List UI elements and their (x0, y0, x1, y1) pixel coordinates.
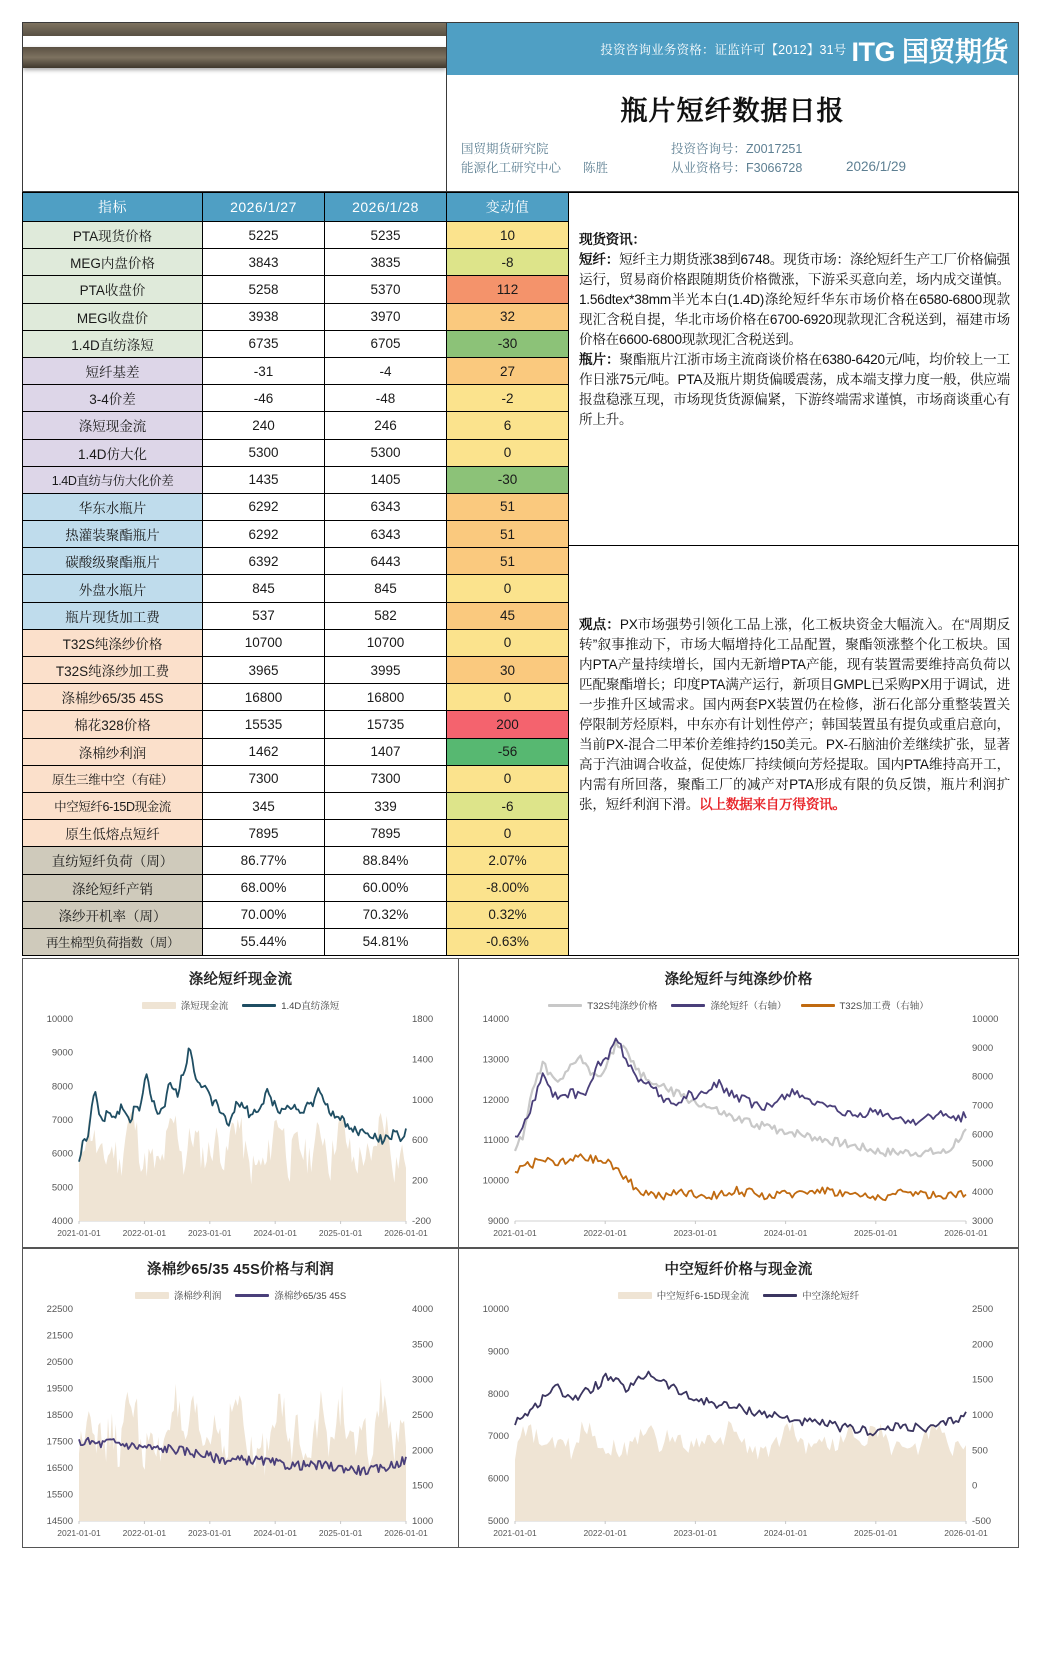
report-body (22, 192, 1019, 956)
cell-change: -30 (447, 466, 569, 493)
cell-change: 32 (447, 303, 569, 330)
cell-value-date2: 3970 (325, 303, 447, 330)
svg-text:2024-01-01: 2024-01-01 (253, 1528, 297, 1539)
svg-text:5000: 5000 (972, 1158, 994, 1170)
svg-text:17500: 17500 (46, 1436, 73, 1448)
cell-change: -2 (447, 385, 569, 412)
cell-indicator: 棉花328价格 (23, 711, 203, 738)
cell-indicator: T32S纯涤纱价格 (23, 629, 203, 656)
report-header (22, 22, 1019, 192)
svg-text:15500: 15500 (46, 1489, 73, 1501)
brand-logo: ITG 国贸期货 (851, 36, 1008, 67)
svg-text:8000: 8000 (51, 1081, 73, 1093)
charts-section (22, 958, 1019, 1548)
svg-text:14000: 14000 (482, 1014, 509, 1026)
svg-text:12000: 12000 (482, 1094, 509, 1106)
cell-indicator: 原生低熔点短纤 (23, 820, 203, 847)
chart-title: 涤纶短纤与纯涤纱价格 (664, 972, 813, 989)
cell-value-date1: 6392 (203, 548, 325, 575)
institute-line1: 国贸期货研究院 (461, 142, 549, 156)
svg-text:7000: 7000 (51, 1115, 73, 1127)
svg-text:500: 500 (972, 1445, 988, 1457)
cell-value-date2: 15735 (325, 711, 447, 738)
col-header-indicator: 指标 (23, 193, 203, 222)
svg-text:1000: 1000 (412, 1516, 434, 1528)
cell-value-date2: -4 (325, 357, 447, 384)
svg-text:10000: 10000 (482, 1175, 509, 1187)
table-row (23, 357, 569, 384)
table-row (23, 738, 569, 765)
table-row (23, 792, 569, 819)
svg-text:2022-01-01: 2022-01-01 (122, 1528, 167, 1539)
table-row (23, 874, 569, 901)
spot-news-box (569, 192, 1019, 546)
cell-value-date2: 6343 (325, 521, 447, 548)
svg-text:2000: 2000 (972, 1339, 994, 1351)
svg-text:2023-01-01: 2023-01-01 (188, 1528, 232, 1539)
institute-block (461, 140, 671, 179)
svg-text:2022-01-01: 2022-01-01 (583, 1528, 627, 1539)
spot-body: 短纤主力期货涨38到6748。现货市场：涤纶短纤生产工厂价格偏强运行，贸易商价格跟随期货价格微涨，下游采买意向差，场内成交谨慎。1.56dtex*38mm半光本白(1.4D)涤纶短纤华东市场价格在6580-6800现款现汇含税自提，华北市场价格在6700-6920现款现汇含税送到，福建市场价格在6600-6800现款现汇含税送到。 (579, 251, 1011, 347)
cell-indicator: 3-4价差 (23, 385, 203, 412)
table-row (23, 765, 569, 792)
viewpoint-text (579, 615, 1010, 815)
cell-value-date2: 339 (325, 792, 447, 819)
cell-change: -8.00% (447, 874, 569, 901)
svg-text:9000: 9000 (51, 1047, 73, 1059)
table-row (23, 901, 569, 928)
cell-change: -0.63% (447, 928, 569, 955)
col-header-date1: 2026/1/27 (203, 193, 325, 222)
spot-title: 现货资讯： (579, 232, 646, 247)
cell-value-date1: 5225 (203, 222, 325, 249)
cell-change: 0 (447, 765, 569, 792)
cell-value-date2: 10700 (325, 629, 447, 656)
svg-text:2026-01-01: 2026-01-01 (384, 1228, 428, 1239)
col-header-change: 变动值 (447, 193, 569, 222)
svg-text:2500: 2500 (972, 1304, 994, 1316)
chart-plot (459, 959, 1018, 1247)
cell-value-date2: 16800 (325, 684, 447, 711)
cell-value-date2: 246 (325, 412, 447, 439)
cell-change: 27 (447, 357, 569, 384)
cell-value-date2: 5370 (325, 276, 447, 303)
legend-label: T32S加工费（右轴） (839, 1001, 929, 1013)
cell-value-date1: 86.77% (203, 847, 325, 874)
svg-text:600: 600 (412, 1135, 428, 1147)
cell-indicator: 1.4D直纺与仿大化价差 (23, 466, 203, 493)
chart-cash-flow (22, 958, 459, 1248)
cell-indicator: 涤棉纱利润 (23, 738, 203, 765)
page-title: 瓶片短纤数据日报 (620, 96, 845, 126)
spot-news-text (579, 230, 1010, 430)
cell-indicator: T32S纯涤纱加工费 (23, 657, 203, 684)
svg-text:4000: 4000 (412, 1304, 434, 1316)
data-source-note: 以上数据来自万得资讯。 (699, 796, 846, 812)
cell-value-date2: 845 (325, 575, 447, 602)
cell-change: 51 (447, 493, 569, 520)
consult-number: 投资咨询号：Z0017251 (671, 142, 803, 156)
cell-value-date2: 6705 (325, 330, 447, 357)
svg-text:2023-01-01: 2023-01-01 (673, 1228, 718, 1239)
svg-text:1000: 1000 (972, 1410, 994, 1422)
cell-value-date1: 6735 (203, 330, 325, 357)
svg-text:1500: 1500 (412, 1480, 434, 1492)
svg-text:5000: 5000 (51, 1182, 73, 1194)
analyst-name: 陈胜 (583, 161, 609, 176)
svg-text:16500: 16500 (46, 1463, 73, 1475)
cell-value-date1: 10700 (203, 629, 325, 656)
svg-text:4000: 4000 (972, 1187, 994, 1199)
svg-text:1800: 1800 (412, 1014, 434, 1026)
legend-label: 1.4D直纺涤短 (281, 1001, 340, 1013)
cell-indicator: 热灌装聚酯瓶片 (23, 521, 203, 548)
cell-indicator: 涤纶短纤产销 (23, 874, 203, 901)
table-row (23, 439, 569, 466)
chart-title: 涤纶短纤现金流 (188, 972, 293, 989)
svg-text:7000: 7000 (972, 1100, 994, 1112)
cell-value-date1: 3965 (203, 657, 325, 684)
svg-text:18500: 18500 (46, 1410, 73, 1422)
cell-value-date1: 7300 (203, 765, 325, 792)
chart-polycotton (22, 1248, 459, 1548)
table-row (23, 847, 569, 874)
institute-line2: 能源化工研究中心 (461, 161, 562, 176)
cell-change: 51 (447, 548, 569, 575)
svg-text:9000: 9000 (487, 1346, 509, 1358)
indicator-table (22, 192, 569, 956)
chart-hollow-fiber (459, 1248, 1019, 1548)
cell-indicator: 瓶片现货加工费 (23, 602, 203, 629)
cell-change: 0.32% (447, 901, 569, 928)
cell-value-date1: 1435 (203, 466, 325, 493)
svg-text:10000: 10000 (46, 1014, 73, 1026)
svg-text:2021-01-01: 2021-01-01 (493, 1228, 537, 1239)
svg-text:2024-01-01: 2024-01-01 (253, 1228, 297, 1239)
chart-title: 中空短纤价格与现金流 (664, 1262, 813, 1279)
svg-text:2024-01-01: 2024-01-01 (763, 1228, 808, 1239)
svg-text:8000: 8000 (972, 1071, 994, 1083)
table-row (23, 629, 569, 656)
cell-value-date1: 1462 (203, 738, 325, 765)
svg-text:2025-01-01: 2025-01-01 (854, 1528, 898, 1539)
svg-text:6000: 6000 (51, 1148, 73, 1160)
cell-indicator: 1.4D直纺涤短 (23, 330, 203, 357)
cell-value-date1: 55.44% (203, 928, 325, 955)
cell-value-date2: 1407 (325, 738, 447, 765)
cell-value-date1: 6292 (203, 493, 325, 520)
cell-value-date1: 5300 (203, 439, 325, 466)
svg-text:8000: 8000 (487, 1388, 509, 1400)
svg-text:13000: 13000 (482, 1054, 509, 1066)
svg-text:19500: 19500 (46, 1383, 73, 1395)
svg-text:2023-01-01: 2023-01-01 (188, 1228, 232, 1239)
cell-value-date2: 3995 (325, 657, 447, 684)
cell-value-date1: 68.00% (203, 874, 325, 901)
svg-text:21500: 21500 (46, 1330, 73, 1342)
svg-text:2026-01-01: 2026-01-01 (944, 1228, 988, 1239)
cell-value-date2: 6343 (325, 493, 447, 520)
cell-value-date1: 6292 (203, 521, 325, 548)
viewpoint-box (569, 546, 1019, 956)
cell-value-date2: 1405 (325, 466, 447, 493)
cell-value-date2: 60.00% (325, 874, 447, 901)
table-row (23, 602, 569, 629)
cell-value-date1: 70.00% (203, 901, 325, 928)
cell-value-date1: 345 (203, 792, 325, 819)
cell-value-date1: 5258 (203, 276, 325, 303)
col-header-date2: 2026/1/28 (325, 193, 447, 222)
svg-text:2026-01-01: 2026-01-01 (944, 1528, 988, 1539)
table-body (23, 222, 569, 956)
svg-text:2025-01-01: 2025-01-01 (854, 1228, 898, 1239)
table-row (23, 657, 569, 684)
cell-indicator: 直纺短纤负荷（周） (23, 847, 203, 874)
svg-text:2022-01-01: 2022-01-01 (122, 1228, 167, 1239)
cell-change: 51 (447, 521, 569, 548)
cell-value-date2: 88.84% (325, 847, 447, 874)
svg-text:2022-01-01: 2022-01-01 (583, 1228, 627, 1239)
cell-change: -56 (447, 738, 569, 765)
cell-value-date1: 15535 (203, 711, 325, 738)
svg-text:2021-01-01: 2021-01-01 (57, 1528, 101, 1539)
cell-change: 30 (447, 657, 569, 684)
hero-beam-top (23, 23, 446, 36)
cell-value-date2: 5235 (325, 222, 447, 249)
cell-value-date1: 240 (203, 412, 325, 439)
legend-label: 涤短现金流 (180, 1001, 229, 1013)
chart-row-2 (22, 1248, 1019, 1548)
cell-value-date1: 537 (203, 602, 325, 629)
cell-indicator: 短纤基差 (23, 357, 203, 384)
svg-text:10000: 10000 (482, 1304, 509, 1316)
table-row (23, 548, 569, 575)
cell-indicator: 再生棉型负荷指数（周） (23, 928, 203, 955)
chart-plot (23, 1249, 458, 1547)
cell-value-date1: 16800 (203, 684, 325, 711)
svg-text:2025-01-01: 2025-01-01 (318, 1528, 363, 1539)
cell-indicator: 碳酸级聚酯瓶片 (23, 548, 203, 575)
table-row (23, 684, 569, 711)
table-row (23, 330, 569, 357)
chart-row-1 (22, 958, 1019, 1248)
svg-text:6000: 6000 (487, 1473, 509, 1485)
table-row (23, 303, 569, 330)
cell-change: -6 (447, 792, 569, 819)
table-row (23, 276, 569, 303)
cell-change: -30 (447, 330, 569, 357)
svg-text:5000: 5000 (487, 1516, 509, 1528)
license-text: 投资咨询业务资格：证监许可【2012】31号 (600, 43, 847, 57)
cell-change: 0 (447, 820, 569, 847)
table-row (23, 222, 569, 249)
svg-text:0: 0 (972, 1480, 978, 1492)
cell-value-date1: 3843 (203, 249, 325, 276)
svg-text:22500: 22500 (46, 1304, 73, 1316)
table-row (23, 820, 569, 847)
cell-change: 0 (447, 575, 569, 602)
svg-text:6000: 6000 (972, 1129, 994, 1141)
cell-value-date2: 3835 (325, 249, 447, 276)
cell-indicator: MEG收盘价 (23, 303, 203, 330)
legend-label: 涤纶短纤（右轴） (710, 1001, 787, 1013)
cell-indicator: 1.4D仿大化 (23, 439, 203, 466)
svg-text:-200: -200 (412, 1216, 432, 1228)
svg-text:1500: 1500 (972, 1374, 994, 1386)
table-header-row (23, 193, 569, 222)
svg-text:9000: 9000 (487, 1216, 509, 1228)
cell-change: 200 (447, 711, 569, 738)
cell-indicator: 外盘水瓶片 (23, 575, 203, 602)
header-brand-bar (447, 23, 1018, 75)
table-row (23, 385, 569, 412)
cell-value-date2: 7895 (325, 820, 447, 847)
svg-text:3000: 3000 (412, 1374, 434, 1386)
legend-label: 中空涤纶短纤 (802, 1291, 860, 1303)
svg-text:2500: 2500 (412, 1410, 434, 1422)
cell-change: 0 (447, 439, 569, 466)
chip-body: 聚酯瓶片江浙市场主流商谈价格在6380-6420元/吨，均价较上一工作日涨75元/吨。PTA及瓶片期货偏暖震荡，成本端支撑力度一般，供应端报盘稳涨互现，市场现货货源偏紧，下游终端需求谨慎，市场商谈重心有所上升。 (579, 351, 1010, 427)
chart-plot (23, 959, 458, 1247)
chip-lead: 瓶片： (579, 351, 620, 367)
svg-text:2025-01-01: 2025-01-01 (318, 1228, 363, 1239)
table-row (23, 521, 569, 548)
cell-change: 0 (447, 684, 569, 711)
svg-text:14500: 14500 (46, 1516, 73, 1528)
svg-text:3000: 3000 (972, 1216, 994, 1228)
cell-change: 6 (447, 412, 569, 439)
cell-indicator: PTA现货价格 (23, 222, 203, 249)
cell-indicator: 华东水瓶片 (23, 493, 203, 520)
notes-column (569, 192, 1019, 956)
cell-value-date1: -31 (203, 357, 325, 384)
cell-indicator: 涤棉纱65/35 45S (23, 684, 203, 711)
svg-text:-500: -500 (972, 1516, 992, 1528)
hero-beam (23, 47, 446, 69)
header-right (447, 22, 1019, 192)
cell-indicator: PTA收盘价 (23, 276, 203, 303)
legend-label: 中空短纤6-15D现金流 (656, 1291, 750, 1303)
cell-change: 45 (447, 602, 569, 629)
view-body: PX市场强势引领化工品上涨，化工板块资金大幅流入。在“周期反转”叙事推动下，市场大幅增持化工品配置，聚酯领涨整个化工板块。国内PTA产量持续增长，国内无新增PTA产能，现有装置需要维持高负荷以匹配聚酯增长；印度PTA满产运行，新项目GMPL已采购PX用于调试，进一步推升区域需求。国内两套PX装置仍在检修，浙石化部分重整装置关停限制芳烃原料，中东亦有计划性停产；韩国装置虽有提负或重启意向，当前PX-混合二甲苯价差维持约150美元。PX-石脑油价差继续扩张，显著高于汽油调合收益，促使炼厂持续倾向芳烃提取。国内PTA维持高开工，内需有所回落，聚酯工厂的减产对PTA形成有限的负反馈，瓶片利润扩张，短纤利润下滑。 (579, 617, 1010, 812)
cell-value-date2: -48 (325, 385, 447, 412)
svg-text:7000: 7000 (487, 1431, 509, 1443)
svg-text:2024-01-01: 2024-01-01 (763, 1528, 808, 1539)
table-row (23, 249, 569, 276)
svg-text:1000: 1000 (412, 1094, 434, 1106)
svg-text:2021-01-01: 2021-01-01 (57, 1228, 101, 1239)
svg-text:2023-01-01: 2023-01-01 (673, 1528, 718, 1539)
svg-text:1400: 1400 (412, 1054, 434, 1066)
svg-text:10000: 10000 (972, 1014, 999, 1026)
report-date: 2026/1/29 (846, 159, 907, 174)
legend-label: T32S纯涤纱价格 (587, 1001, 658, 1013)
table-row (23, 711, 569, 738)
table-row (23, 493, 569, 520)
legend-label: 涤棉纱65/35 45S (274, 1291, 347, 1303)
cell-value-date1: 845 (203, 575, 325, 602)
table-row (23, 412, 569, 439)
chart-staple-vs-yarn (459, 958, 1019, 1248)
cell-indicator: 涤短现金流 (23, 412, 203, 439)
table-row (23, 575, 569, 602)
cell-indicator: MEG内盘价格 (23, 249, 203, 276)
cell-value-date1: 3938 (203, 303, 325, 330)
spot-lead: 短纤： (579, 251, 620, 267)
svg-text:9000: 9000 (972, 1042, 994, 1054)
legend-label: 涤棉纱利润 (173, 1291, 222, 1303)
header-meta (447, 128, 1018, 179)
cell-value-date1: -46 (203, 385, 325, 412)
cell-value-date2: 6443 (325, 548, 447, 575)
cell-value-date2: 582 (325, 602, 447, 629)
svg-text:2026-01-01: 2026-01-01 (384, 1528, 428, 1539)
chart-title: 涤棉纱65/35 45S价格与利润 (146, 1262, 335, 1279)
cell-indicator: 中空短纤6-15D现金流 (23, 792, 203, 819)
svg-text:3500: 3500 (412, 1339, 434, 1351)
cell-value-date2: 54.81% (325, 928, 447, 955)
cell-change: -8 (447, 249, 569, 276)
svg-text:20500: 20500 (46, 1357, 73, 1369)
view-lead: 观点： (579, 617, 620, 632)
cell-value-date2: 7300 (325, 765, 447, 792)
cell-value-date1: 7895 (203, 820, 325, 847)
cell-change: 112 (447, 276, 569, 303)
svg-text:2000: 2000 (412, 1445, 434, 1457)
svg-text:200: 200 (412, 1175, 428, 1187)
svg-text:2021-01-01: 2021-01-01 (493, 1528, 537, 1539)
header-title-area (447, 75, 1018, 191)
cell-indicator: 原生三维中空（有硅） (23, 765, 203, 792)
cell-indicator: 涤纱开机率（周） (23, 901, 203, 928)
cell-change: 0 (447, 629, 569, 656)
svg-text:11000: 11000 (483, 1135, 509, 1147)
svg-text:4000: 4000 (51, 1216, 73, 1228)
credentials-block (671, 140, 846, 179)
chart-plot (459, 1249, 1018, 1547)
cell-value-date2: 5300 (325, 439, 447, 466)
cell-change: 2.07% (447, 847, 569, 874)
cell-value-date2: 70.32% (325, 901, 447, 928)
table-row (23, 928, 569, 955)
cell-change: 10 (447, 222, 569, 249)
table-row (23, 466, 569, 493)
header-hero-image (22, 22, 447, 192)
practice-number: 从业资格号：F3066728 (671, 161, 803, 176)
